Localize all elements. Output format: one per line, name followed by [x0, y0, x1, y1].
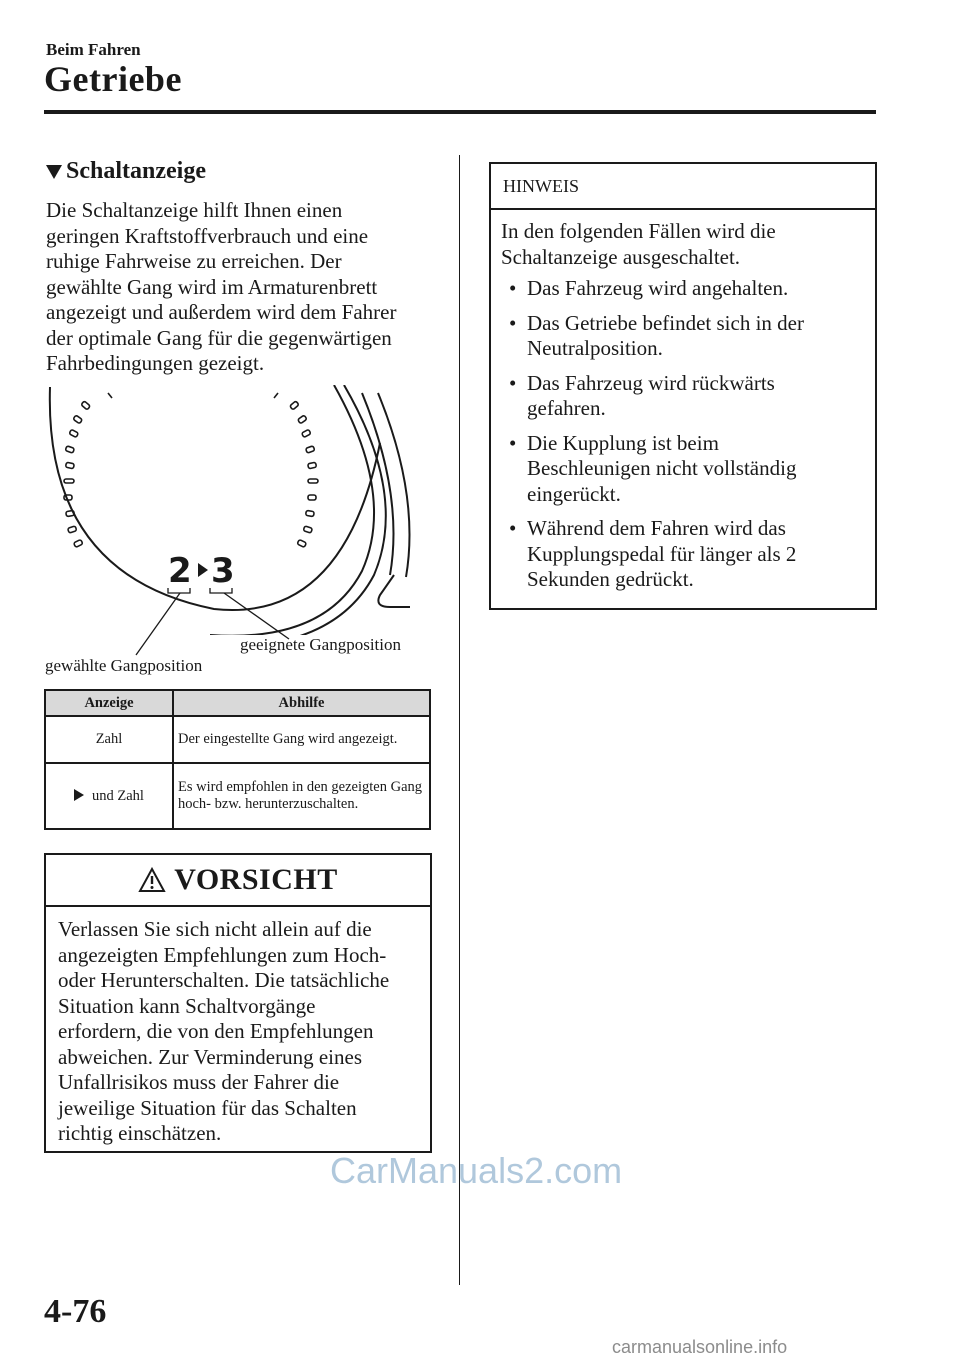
caution-line: oder Herunterschalten. Die tatsächliche	[58, 968, 390, 992]
warning-triangle-icon	[138, 867, 166, 893]
indicator-table	[44, 689, 431, 830]
watermark-site: carmanualsonline.info	[612, 1337, 788, 1357]
list-item-line: gefahren.	[527, 396, 606, 420]
list-item	[501, 431, 865, 508]
header-rule	[44, 110, 876, 114]
tick-marks	[64, 393, 318, 547]
bullet-icon: •	[509, 430, 517, 455]
note-list	[501, 276, 865, 593]
caution-line: Unfallrisikos muss der Fahrer die	[58, 1070, 340, 1094]
note-body	[491, 210, 875, 593]
section-title-text: Schaltanzeige	[66, 158, 206, 184]
section-body	[46, 198, 446, 377]
table-cell-indicator: Zahl	[45, 716, 173, 763]
section-title	[46, 158, 206, 185]
table-cell-indicator-text: und Zahl	[92, 787, 144, 804]
table-header-row	[45, 690, 430, 716]
caution-line: angezeigten Empfehlungen zum Hoch-	[58, 942, 387, 967]
list-item	[501, 311, 865, 362]
column-divider	[459, 155, 460, 1285]
triangle-down-icon	[46, 165, 62, 179]
caution-line: abweichen. Zur Verminderung eines	[58, 1044, 363, 1069]
list-item-line: Das Fahrzeug wird angehalten.	[527, 276, 789, 300]
caution-line: jeweilige Situation für das Schalten	[58, 1095, 357, 1120]
instrument-cluster-illustration	[44, 385, 434, 675]
list-item-line: eingerückt.	[527, 481, 621, 506]
list-item-line: Das Getriebe befindet sich in der	[527, 310, 804, 335]
table-header-indicator: Anzeige	[45, 690, 173, 716]
list-item-line: Sekunden gedrückt.	[527, 567, 694, 591]
body-line: angezeigt und außerdem wird dem Fahrer	[46, 300, 397, 324]
table-row	[45, 716, 430, 763]
chapter-title: Getriebe	[44, 59, 182, 99]
caution-title: VORSICHT	[174, 863, 338, 896]
watermark-logo: CarManuals2.com	[330, 1150, 623, 1191]
caution-line: Situation kann Schaltvorgänge	[58, 993, 316, 1018]
body-line: ruhige Fahrweise zu erreichen. Der	[46, 249, 342, 273]
caution-line: Verlassen Sie sich nicht allein auf die	[58, 917, 372, 941]
list-item-line: Das Fahrzeug wird rückwärts	[527, 370, 775, 395]
body-line: Fahrbedingungen gezeigt.	[46, 351, 265, 375]
body-line: geringen Kraftstoffverbrauch und eine	[46, 223, 369, 248]
page-number: 4-76	[44, 1293, 107, 1330]
table-row	[45, 763, 430, 829]
caution-line: erfordern, die von den Empfehlungen	[58, 1019, 374, 1043]
table-cell-remedy: Es wird empfohlen in den gezeigten Gang hoch- bzw. herunterzuschalten.	[173, 763, 430, 829]
list-item-line: Kupplungspedal für länger als 2	[527, 541, 797, 566]
list-item-line: Während dem Fahren wird das	[527, 516, 786, 540]
list-item	[501, 371, 865, 422]
list-item-line: Die Kupplung ist beim	[527, 430, 719, 455]
bullet-icon: •	[509, 276, 517, 300]
bullet-icon: •	[509, 310, 517, 335]
table-cell-indicator	[45, 763, 173, 829]
note-header: HINWEIS	[491, 164, 875, 210]
body-line: gewählte Gang wird im Armaturenbrett	[46, 274, 378, 299]
list-item	[501, 276, 865, 302]
table-cell-remedy: Der eingestellte Gang wird angezeigt.	[173, 716, 430, 763]
body-line: der optimale Gang für die gegenwärtigen	[46, 325, 392, 350]
caution-box	[44, 853, 432, 1153]
bullet-icon: •	[509, 370, 517, 395]
gear-indicator-figure	[44, 385, 434, 675]
label-selected-gear: gewählte Gangposition	[45, 656, 203, 675]
label-suitable-gear: geeignete Gangposition	[240, 635, 401, 654]
list-item-line: Neutralposition.	[527, 336, 663, 360]
bullet-icon: •	[509, 516, 517, 540]
list-item	[501, 516, 865, 593]
caution-body	[46, 907, 430, 1147]
body-line: Die Schaltanzeige hilft Ihnen einen	[46, 198, 343, 222]
table-header-remedy: Abhilfe	[173, 690, 430, 716]
current-gear-digit: 2	[168, 551, 192, 591]
note-intro-line: Schaltanzeige ausgeschaltet.	[501, 244, 741, 269]
suggested-gear-digit: 3	[211, 551, 235, 591]
note-box	[489, 162, 877, 610]
caution-header	[46, 855, 430, 907]
shift-up-arrow-icon	[198, 563, 208, 577]
triangle-right-icon	[74, 789, 84, 801]
caution-line: richtig einschätzen.	[58, 1121, 222, 1145]
breadcrumb: Beim Fahren	[46, 40, 141, 59]
list-item-line: Beschleunigen nicht vollständig	[527, 456, 797, 480]
note-intro-line: In den folgenden Fällen wird die	[501, 219, 776, 243]
